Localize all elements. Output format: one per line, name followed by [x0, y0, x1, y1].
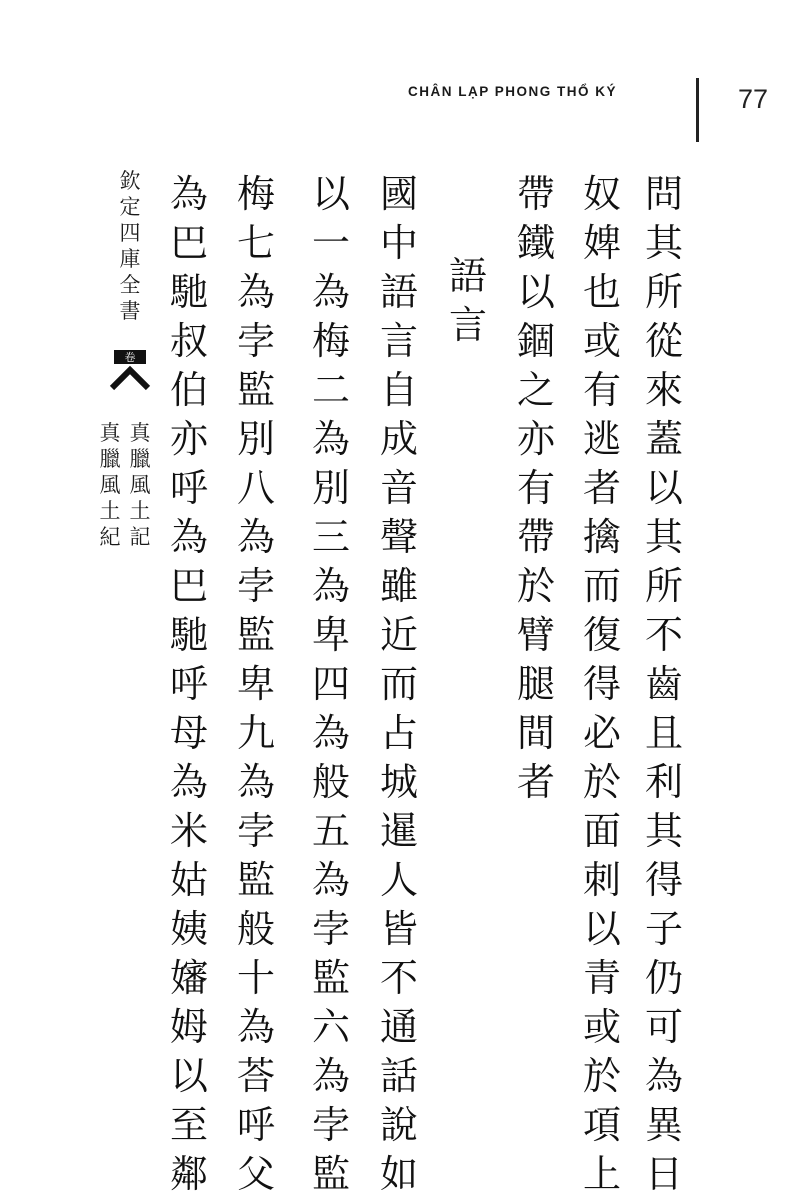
- glyph: 或: [582, 1005, 621, 1049]
- glyph: 以: [516, 270, 555, 314]
- margin-glyph: 土: [99, 499, 121, 523]
- glyph: 說: [379, 1103, 418, 1147]
- glyph: 婢: [582, 221, 621, 265]
- glyph: 四: [311, 662, 350, 706]
- glyph: 面: [582, 809, 621, 853]
- glyph: 以: [311, 172, 350, 216]
- glyph: 雖: [379, 564, 418, 608]
- glyph: 錮: [516, 319, 555, 363]
- glyph: 六: [311, 1005, 350, 1049]
- glyph: 呼: [169, 662, 208, 706]
- glyph: 米: [169, 809, 208, 853]
- glyph: 刺: [582, 858, 621, 902]
- glyph: 姨: [169, 907, 208, 951]
- glyph: 蓋: [644, 417, 683, 461]
- glyph: 利: [644, 760, 683, 804]
- glyph: 亦: [516, 417, 555, 461]
- glyph: 異: [644, 1103, 683, 1147]
- glyph: 逃: [582, 417, 621, 461]
- glyph: 所: [644, 564, 683, 608]
- text-column-6: [234, 170, 278, 1199]
- glyph: 般: [236, 907, 275, 951]
- glyph: 奴: [582, 172, 621, 216]
- glyph: 得: [644, 858, 683, 902]
- glyph: 占: [379, 711, 418, 755]
- glyph: 監: [236, 858, 275, 902]
- glyph: 國: [379, 172, 418, 216]
- margin-glyph: 土: [129, 499, 151, 523]
- glyph: 以: [582, 907, 621, 951]
- glyph: 自: [379, 368, 418, 412]
- glyph: 於: [582, 1054, 621, 1098]
- glyph: 有: [516, 466, 555, 510]
- glyph: 且: [644, 711, 683, 755]
- glyph: 仍: [644, 956, 683, 1000]
- glyph: 不: [644, 613, 683, 657]
- margin-glyph: 四: [119, 221, 141, 245]
- glyph: 七: [236, 221, 275, 265]
- glyph: 子: [644, 907, 683, 951]
- glyph: 監: [311, 956, 350, 1000]
- glyph: 而: [582, 564, 621, 608]
- glyph: 語: [379, 270, 418, 314]
- glyph: 為: [311, 858, 350, 902]
- glyph: 為: [311, 270, 350, 314]
- glyph: 者: [516, 760, 555, 804]
- glyph: 者: [582, 466, 621, 510]
- section-heading-column: [446, 252, 490, 350]
- glyph: 於: [516, 564, 555, 608]
- glyph: 為: [236, 515, 275, 559]
- glyph: 為: [311, 1054, 350, 1098]
- glyph: 巴: [169, 221, 208, 265]
- margin-glyph: 庫: [119, 247, 141, 271]
- glyph: 問: [644, 172, 683, 216]
- margin-glyph: 真: [129, 421, 151, 445]
- glyph: 青: [582, 956, 621, 1000]
- glyph: 可: [644, 1005, 683, 1049]
- glyph: 帶: [516, 172, 555, 216]
- page-number: 77: [738, 84, 769, 114]
- glyph: 三: [311, 515, 350, 559]
- glyph: 呼: [236, 1103, 275, 1147]
- glyph: 腿: [516, 662, 555, 706]
- glyph: 而: [379, 662, 418, 706]
- glyph: 巴: [169, 564, 208, 608]
- glyph: 音: [379, 466, 418, 510]
- margin-glyph: 定: [119, 195, 141, 219]
- glyph: 為: [236, 1005, 275, 1049]
- glyph: 人: [379, 858, 418, 902]
- glyph: 為: [169, 515, 208, 559]
- margin-glyph: 紀: [99, 525, 121, 549]
- header-divider: [696, 78, 699, 142]
- text-column-4: [377, 170, 421, 1199]
- margin-glyph: 書: [119, 299, 141, 323]
- margin-glyph: 風: [129, 473, 151, 497]
- glyph: 之: [516, 368, 555, 412]
- glyph: 至: [169, 1103, 208, 1147]
- glyph: 鄰: [169, 1152, 208, 1196]
- glyph: 於: [582, 760, 621, 804]
- glyph: 馳: [169, 613, 208, 657]
- glyph: 日: [644, 1152, 683, 1196]
- margin-glyph: 臘: [129, 447, 151, 471]
- glyph: 聲: [379, 515, 418, 559]
- glyph: 如: [379, 1152, 418, 1196]
- glyph: 來: [644, 368, 683, 412]
- glyph: 為: [311, 711, 350, 755]
- glyph: 語: [448, 254, 487, 298]
- glyph: 為: [644, 1054, 683, 1098]
- glyph: 母: [169, 711, 208, 755]
- text-column-7: [167, 170, 211, 1199]
- glyph: 間: [516, 711, 555, 755]
- glyph: 二: [311, 368, 350, 412]
- glyph: 別: [311, 466, 350, 510]
- glyph: 五: [311, 809, 350, 853]
- text-column-1: [642, 170, 686, 1199]
- glyph: 必: [582, 711, 621, 755]
- text-column-3: [514, 170, 558, 807]
- library-label: [118, 168, 142, 324]
- glyph: 為: [311, 564, 350, 608]
- glyph: 嬸: [169, 956, 208, 1000]
- juan-mark-icon: [108, 348, 152, 392]
- book-title-left: [98, 420, 122, 550]
- glyph: 卑: [236, 662, 275, 706]
- margin-glyph: 全: [119, 273, 141, 297]
- glyph: 得: [582, 662, 621, 706]
- glyph: 梅: [311, 319, 350, 363]
- glyph: 為: [169, 172, 208, 216]
- glyph: 通: [379, 1005, 418, 1049]
- glyph: 監: [311, 1152, 350, 1196]
- text-column-5: [309, 170, 353, 1199]
- glyph: 亦: [169, 417, 208, 461]
- glyph: 八: [236, 466, 275, 510]
- margin-glyph: 真: [99, 421, 121, 445]
- book-title-right: [128, 420, 152, 550]
- glyph: 項: [582, 1103, 621, 1147]
- juan-mark-label: 卷: [124, 351, 136, 364]
- glyph: 暹: [379, 809, 418, 853]
- glyph: 伯: [169, 368, 208, 412]
- glyph: 中: [379, 221, 418, 265]
- glyph: 馳: [169, 270, 208, 314]
- glyph: 呼: [169, 466, 208, 510]
- glyph: 孛: [236, 319, 275, 363]
- glyph: 話: [379, 1054, 418, 1098]
- glyph: 其: [644, 809, 683, 853]
- glyph: 孛: [311, 907, 350, 951]
- glyph: 從: [644, 319, 683, 363]
- glyph: 一: [311, 221, 350, 265]
- glyph: 不: [379, 956, 418, 1000]
- glyph: 成: [379, 417, 418, 461]
- glyph: 荅: [236, 1054, 275, 1098]
- glyph: 孛: [236, 809, 275, 853]
- glyph: 姑: [169, 858, 208, 902]
- glyph: 姆: [169, 1005, 208, 1049]
- glyph: 言: [448, 303, 487, 347]
- glyph: 父: [236, 1152, 275, 1196]
- glyph: 十: [236, 956, 275, 1000]
- glyph: 近: [379, 613, 418, 657]
- glyph: 九: [236, 711, 275, 755]
- glyph: 以: [169, 1054, 208, 1098]
- glyph: 孛: [311, 1103, 350, 1147]
- running-header-title: CHÂN LẠP PHONG THỔ KÝ: [408, 84, 618, 99]
- margin-glyph: 記: [129, 525, 151, 549]
- glyph: 為: [311, 417, 350, 461]
- glyph: 梅: [236, 172, 275, 216]
- margin-glyph: 欽: [119, 169, 141, 193]
- glyph: 皆: [379, 907, 418, 951]
- glyph: 為: [169, 760, 208, 804]
- glyph: 言: [379, 319, 418, 363]
- glyph: 監: [236, 368, 275, 412]
- glyph: 鐵: [516, 221, 555, 265]
- glyph: 其: [644, 221, 683, 265]
- glyph: 為: [236, 760, 275, 804]
- glyph: 擒: [582, 515, 621, 559]
- glyph: 卑: [311, 613, 350, 657]
- glyph: 所: [644, 270, 683, 314]
- glyph: 孛: [236, 564, 275, 608]
- glyph: 也: [582, 270, 621, 314]
- glyph: 臂: [516, 613, 555, 657]
- glyph: 有: [582, 368, 621, 412]
- margin-glyph: 風: [99, 473, 121, 497]
- glyph: 城: [379, 760, 418, 804]
- glyph: 或: [582, 319, 621, 363]
- glyph: 般: [311, 760, 350, 804]
- glyph: 復: [582, 613, 621, 657]
- glyph: 監: [236, 613, 275, 657]
- glyph: 帶: [516, 515, 555, 559]
- margin-glyph: 臘: [99, 447, 121, 471]
- glyph: 齒: [644, 662, 683, 706]
- glyph: 為: [236, 270, 275, 314]
- glyph: 叔: [169, 319, 208, 363]
- glyph: 別: [236, 417, 275, 461]
- glyph: 以: [644, 466, 683, 510]
- glyph: 其: [644, 515, 683, 559]
- text-column-2: [580, 170, 624, 1199]
- glyph: 上: [582, 1152, 621, 1196]
